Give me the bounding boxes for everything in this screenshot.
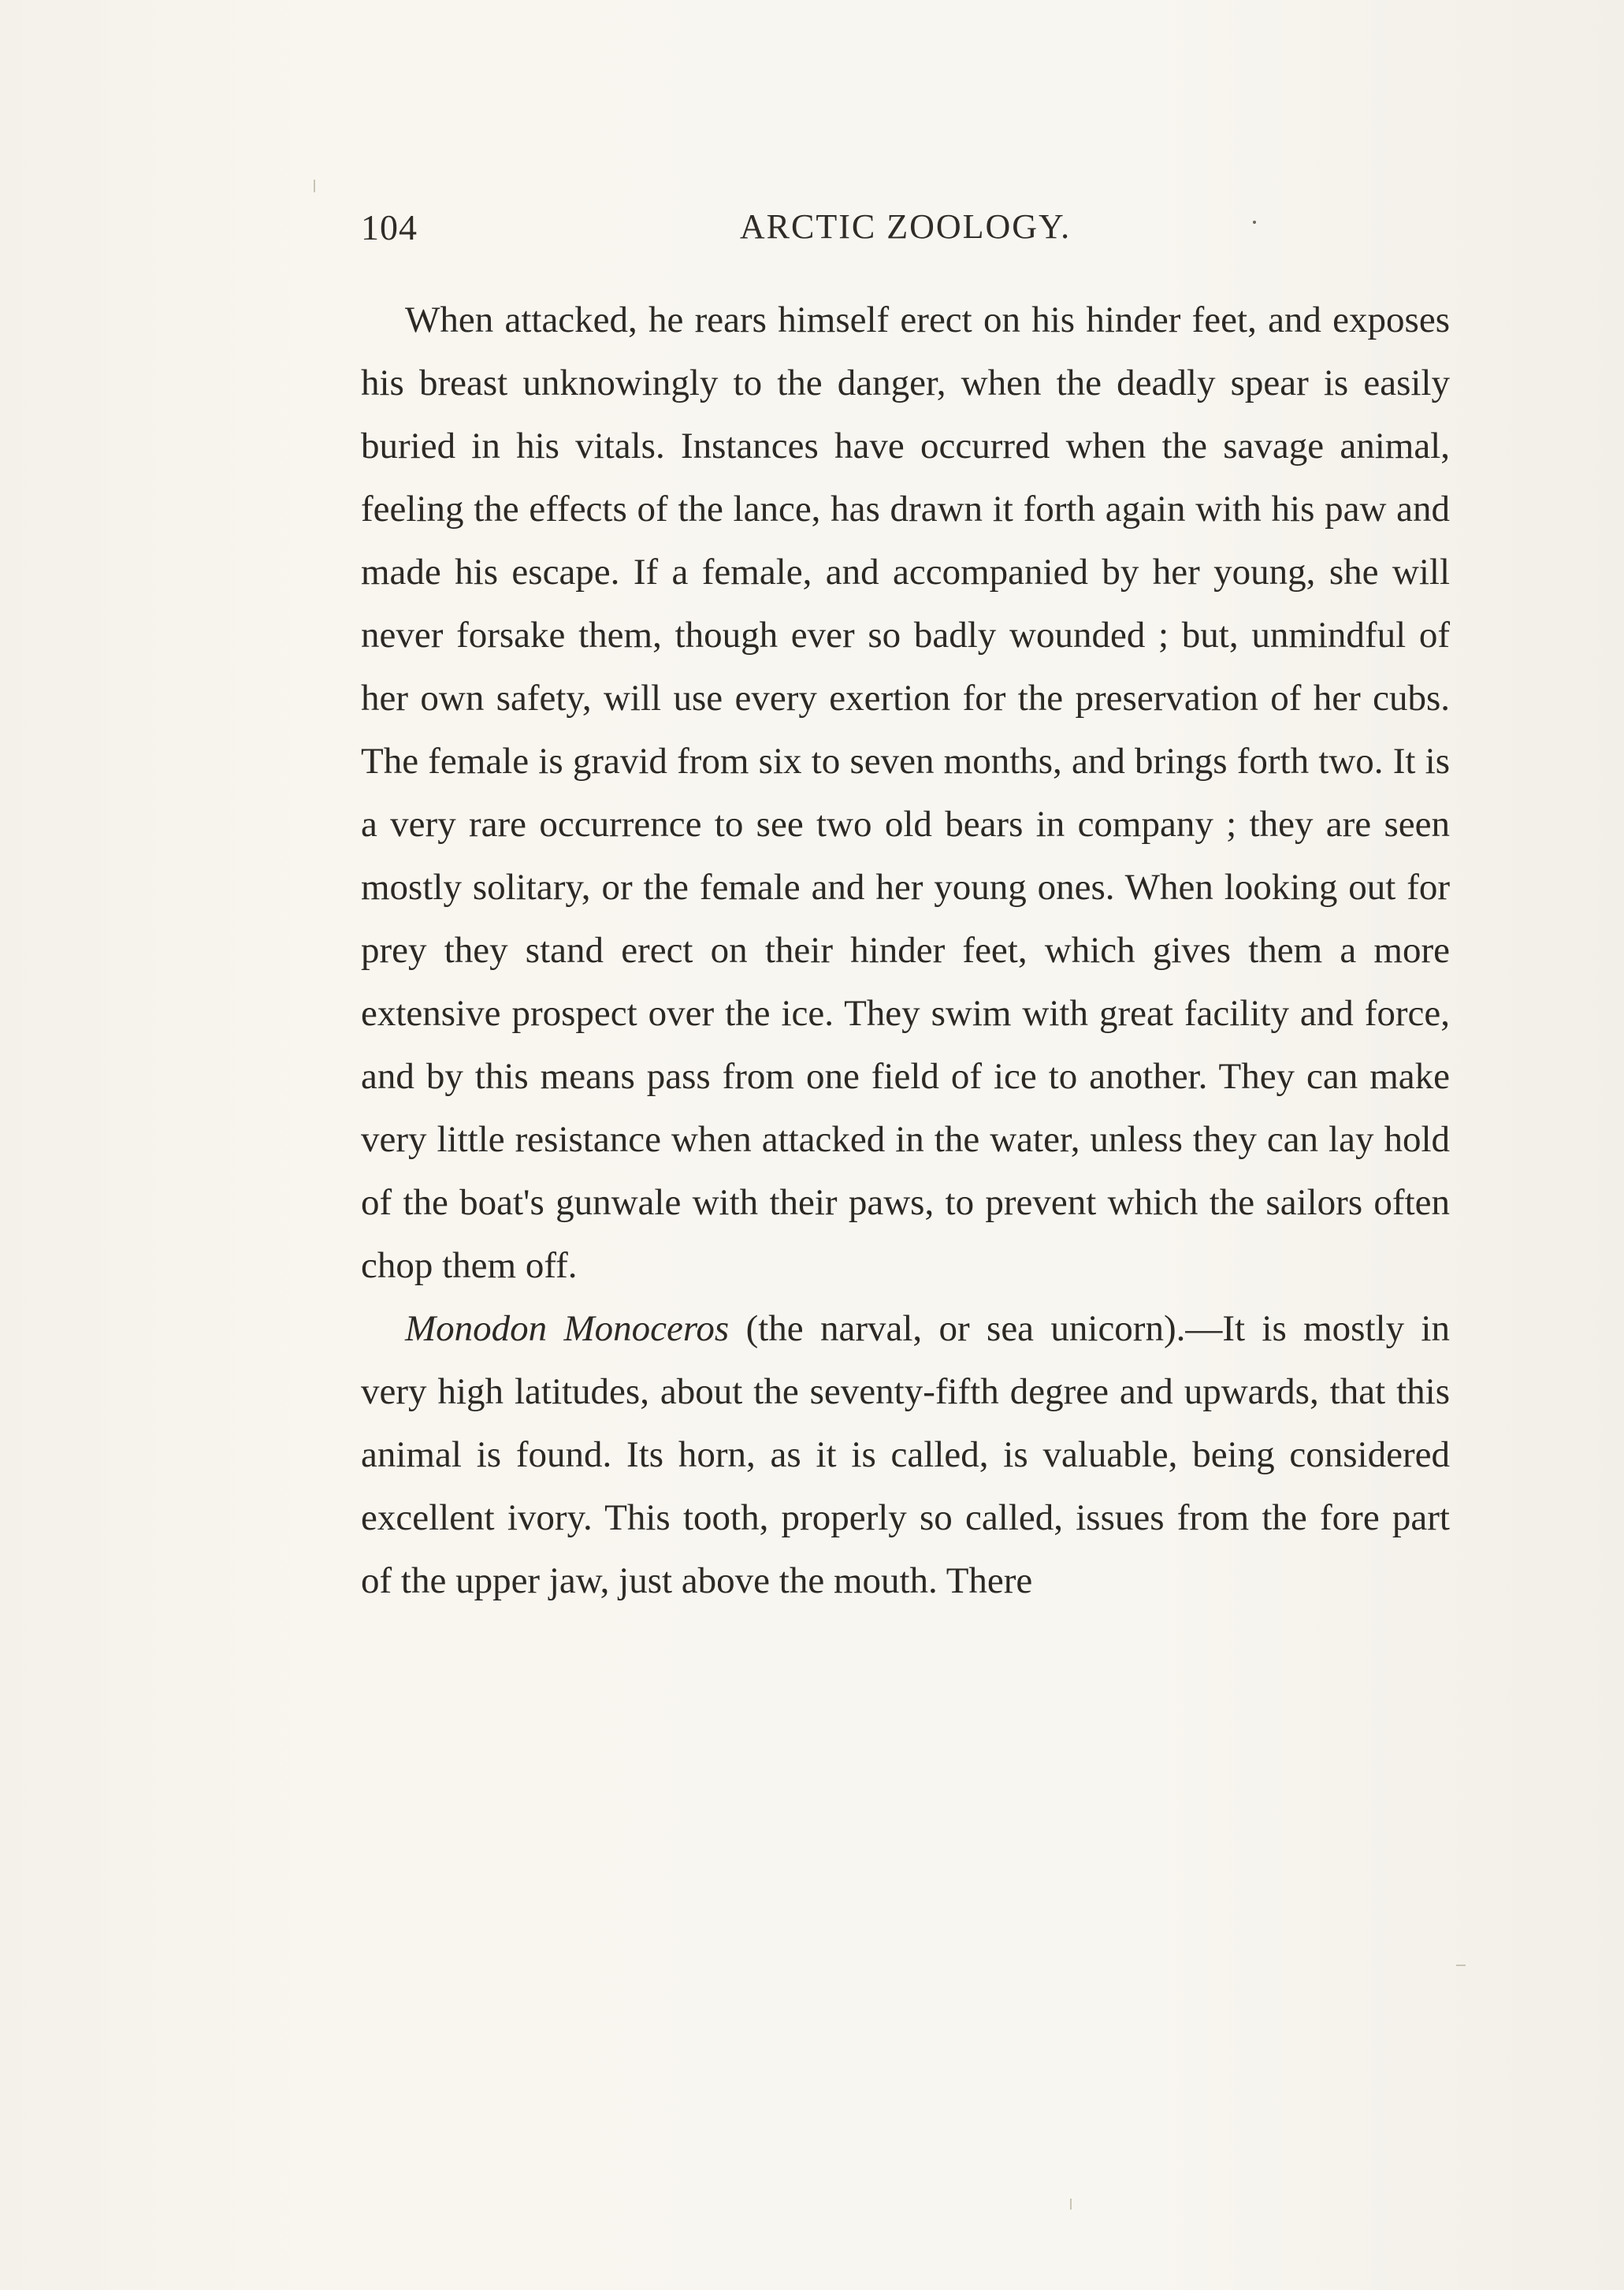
paragraph-polar-bear — [361, 288, 1450, 1297]
paper-speck — [1070, 2199, 1072, 2210]
body-text — [361, 288, 1450, 1612]
paragraph-narwhal — [361, 1297, 1450, 1612]
paragraph-text: When attacked, he rears himself erect on his hinder feet, and exposes his breast unknowingly to the danger, when the deadly spear is easily buried in his vitals. Instances have occurred when the savage animal, feeling the effects of the lance, has drawn it forth again with his paw and made his escape. If a female, and accompanied by her young, she will never forsake them, though ever so badly wounded ; but, unmindful of her own safety, will use every exertion for the preservation of her cubs. The female is gravid from six to seven months, and brings forth two. It is a very rare occurrence to see two old bears in company ; they are seen mostly solitary, or the female and her young ones. When looking out for prey they stand erect on their hinder feet, which gives them a more extensive prospect over the ice. They swim with great facility and force, and by this means pass from one field of ice to another. They can make very little resistance when attacked in the water, unless they can lay hold of the boat's gunwale with their paws, to prevent which the sailors often chop them off. — [361, 299, 1450, 1286]
species-name: Monodon Monoceros — [405, 1308, 730, 1349]
paragraph-text: (the narval, or sea unicorn).—It is mostly in very high latitudes, about the seventy-fifth degree and upwards, that this animal is found. Its horn, as it is called, is valuable, being considered excellent ivory. This tooth, properly so called, issues from the fore part of the upper jaw, just above the mouth. There — [361, 1308, 1450, 1601]
page-number: 104 — [361, 207, 418, 247]
paper-speck — [314, 180, 315, 192]
paper-speck — [1456, 1965, 1466, 1966]
page-header — [361, 206, 1450, 262]
paper-speck — [1253, 221, 1256, 224]
running-title: ARCTIC ZOOLOGY. — [739, 207, 1072, 246]
